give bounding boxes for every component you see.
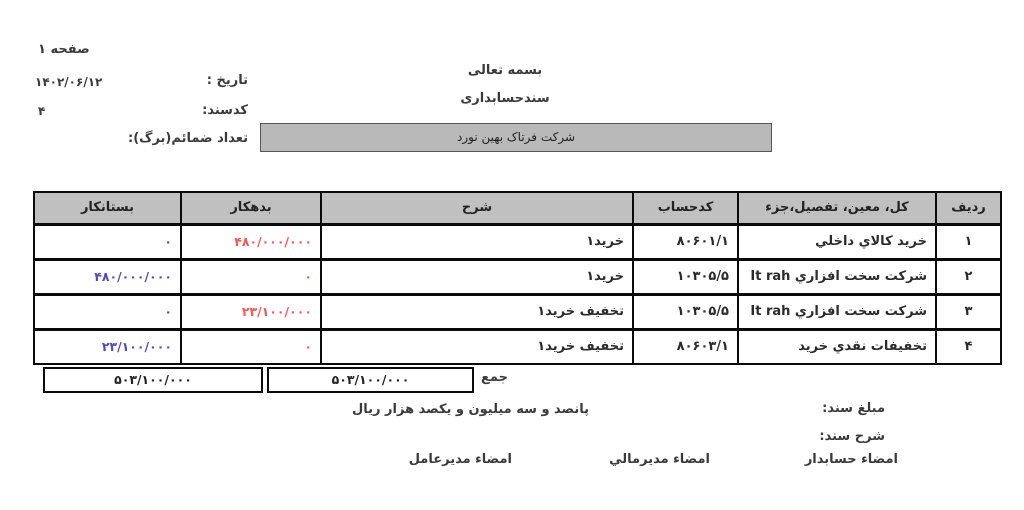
doc-code-label: کدسند: <box>202 103 248 118</box>
doc-code-value: ۴ <box>38 104 46 118</box>
cell-account-code: ۸۰۶۰۱/۱ <box>633 224 738 259</box>
col-header-credit: بستانکار <box>34 192 181 224</box>
cell-row-number: ۴ <box>936 329 1001 364</box>
table-row <box>34 259 1001 294</box>
cell-account: شرکت سخت افزاري It rah <box>738 294 936 329</box>
table-row <box>34 224 1001 259</box>
table-row <box>34 329 1001 364</box>
cell-description: تخفیف خرید۱ <box>321 294 633 329</box>
page-number-label: صفحه ۱ <box>38 42 90 57</box>
debit-total-box <box>267 367 474 393</box>
cell-account-code: ۸۰۶۰۳/۱ <box>633 329 738 364</box>
cell-credit: ۴۸۰/۰۰۰/۰۰۰ <box>34 259 181 294</box>
cell-description: خرید۱ <box>321 259 633 294</box>
signature-ceo: امضاء مدیرعامل <box>408 452 512 467</box>
cell-account-code: ۱۰۳۰۵/۵ <box>633 294 738 329</box>
cell-row-number: ۱ <box>936 224 1001 259</box>
cell-row-number: ۳ <box>936 294 1001 329</box>
table-row <box>34 294 1001 329</box>
table-header-row <box>34 192 1001 224</box>
col-header-debit: بدهکار <box>181 192 321 224</box>
cell-row-number: ۲ <box>936 259 1001 294</box>
cell-debit: ۴۸۰/۰۰۰/۰۰۰ <box>181 224 321 259</box>
col-header-account-code: کدحساب <box>633 192 738 224</box>
document-amount-label: مبلغ سند: <box>822 401 885 416</box>
cell-description: تخفیف خرید۱ <box>321 329 633 364</box>
col-header-row-number: ردیف <box>936 192 1001 224</box>
attachments-label: تعداد ضمائم(برگ): <box>128 131 248 146</box>
signature-finance-manager: امضاء مدیرمالي <box>609 452 710 467</box>
cell-credit: ۰ <box>34 224 181 259</box>
cell-debit: ۰ <box>181 259 321 294</box>
document-title: سندحسابداری <box>460 91 550 106</box>
total-label: جمع <box>481 370 508 385</box>
debit-total-value: ۵۰۳/۱۰۰/۰۰۰ <box>331 372 410 387</box>
cell-account-code: ۱۰۳۰۵/۵ <box>633 259 738 294</box>
amount-in-words: پانصد و سه میلیون و یکصد هزار ریال <box>352 402 590 417</box>
document-description-label: شرح سند: <box>819 429 885 444</box>
signature-accountant: امضاء حسابدار <box>804 452 898 467</box>
journal-entries-table <box>33 191 1002 365</box>
date-value: ۱۴۰۲/۰۶/۱۲ <box>35 75 103 89</box>
cell-credit: ۲۳/۱۰۰/۰۰۰ <box>34 329 181 364</box>
cell-debit: ۰ <box>181 329 321 364</box>
date-label: تاریخ : <box>206 73 248 88</box>
cell-description: خرید۱ <box>321 224 633 259</box>
cell-account: تخفیفات نقدي خرید <box>738 329 936 364</box>
cell-credit: ۰ <box>34 294 181 329</box>
cell-account: خرید کالاي داخلي <box>738 224 936 259</box>
cell-debit: ۲۳/۱۰۰/۰۰۰ <box>181 294 321 329</box>
company-name-box <box>260 123 772 152</box>
col-header-account: کل، معین، تفصیل،جزء <box>738 192 936 224</box>
credit-total-value: ۵۰۳/۱۰۰/۰۰۰ <box>114 372 192 387</box>
credit-total-box <box>43 367 263 393</box>
bismillah-title: بسمه تعالی <box>467 63 543 78</box>
company-name: شرکت فرتاک بهین نورد <box>456 130 575 144</box>
col-header-description: شرح <box>321 192 633 224</box>
cell-account: شرکت سخت افزاري It rah <box>738 259 936 294</box>
